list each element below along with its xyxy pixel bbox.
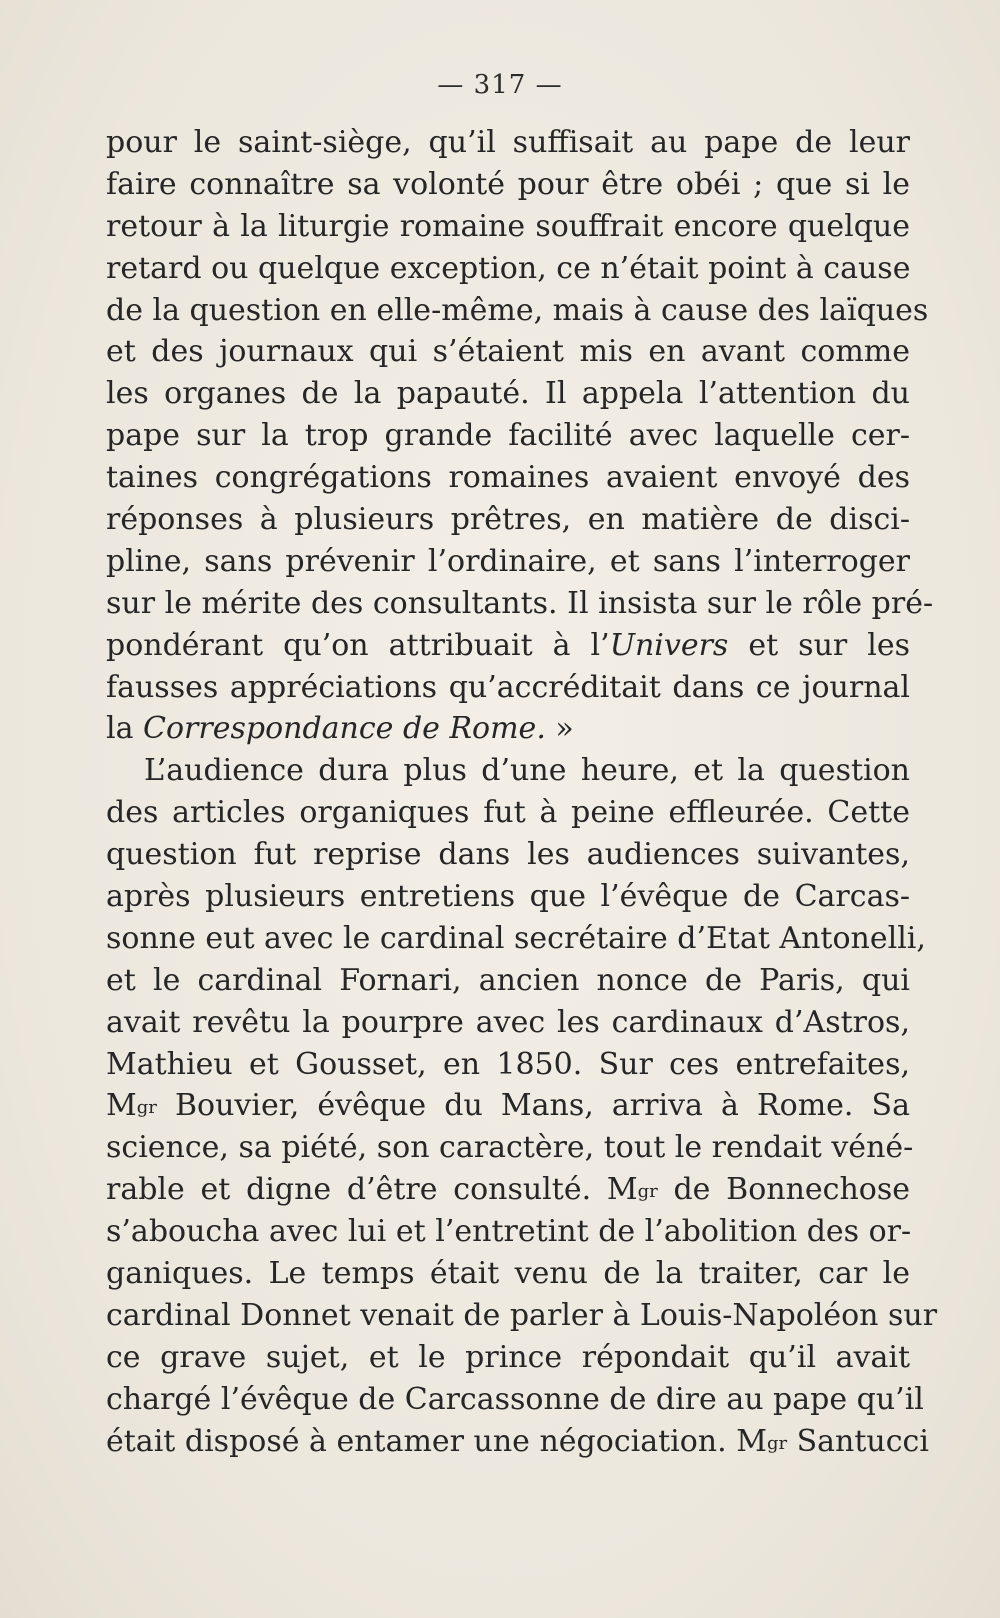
text-line: pline, sans prévenir l’ordinaire, et sans l’interroger: [106, 543, 910, 579]
text-line: des articles organiques fut à peine effleurée. Cette: [106, 795, 910, 831]
text-segment: Santucci: [787, 1423, 929, 1459]
text-segment: de Bonnechose: [657, 1172, 910, 1208]
text-segment: M: [106, 1088, 137, 1124]
text-line: sonne eut avec le cardinal secrétaire d’Etat Antonelli,: [106, 920, 926, 956]
text-line: ganiques. Le temps était venu de la traiter, car le: [106, 1256, 910, 1292]
text-line: [106, 1421, 929, 1463]
text-line: réponses à plusieurs prêtres, en matière de disci-: [106, 502, 910, 538]
text-line: et le cardinal Fornari, ancien nonce de Paris, qui: [106, 962, 910, 998]
text-line: faire connaître sa volonté pour être obéi ; que si le: [106, 166, 910, 202]
text-line: [106, 1085, 910, 1127]
text-line: pour le saint-siège, qu’il suffisait au pape de leur: [106, 125, 910, 160]
text-line: taines congrégations romaines avaient envoyé des: [106, 460, 910, 496]
text-line: et des journaux qui s’étaient mis en avant comme: [106, 334, 910, 370]
text-line: fausses appréciations qu’accréditait dans ce journal: [106, 669, 910, 705]
superscript-abbrev: gr: [637, 1181, 658, 1203]
page-number: — 317 —: [437, 70, 563, 100]
text-segment: et sur les: [728, 627, 910, 663]
text-line: après plusieurs entretiens que l’évêque de Carcas-: [106, 879, 910, 915]
text-line: chargé l’évêque de Carcassonne de dire au pape qu’il: [106, 1381, 924, 1417]
italic-title-univers: Univers: [609, 627, 729, 663]
text-line: retard ou quelque exception, ce n’était point à cause: [106, 250, 911, 286]
text-line: L’audience dura plus d’une heure, et la question: [144, 753, 910, 789]
text-line: s’aboucha avec lui et l’entretint de l’abolition des or-: [106, 1214, 912, 1250]
text-line: avait revêtu la pourpre avec les cardinaux d’Astros,: [106, 1004, 910, 1040]
body-text: [106, 122, 938, 1463]
text-line: les organes de la papauté. Il appela l’attention du: [106, 376, 910, 412]
text-line: [106, 708, 910, 750]
text-line: retour à la liturgie romaine souffrait encore quelque: [106, 208, 910, 244]
text-line: sur le mérite des consultants. Il insista sur le rôle pré-: [106, 585, 934, 621]
superscript-abbrev: gr: [136, 1097, 157, 1119]
text-segment: »: [545, 711, 574, 747]
text-line: cardinal Donnet venait de parler à Louis-Napoléon sur: [106, 1297, 938, 1333]
text-line: science, sa piété, son caractère, tout le rendait véné-: [106, 1130, 914, 1166]
text-line: Mathieu et Gousset, en 1850. Sur ces entrefaites,: [106, 1046, 910, 1082]
text-line: [106, 625, 910, 667]
superscript-abbrev: gr: [766, 1432, 788, 1454]
text-line: de la question en elle-même, mais à cause des laïques: [106, 292, 929, 328]
text-segment: pondérant qu’on attribuait à l’: [106, 627, 610, 663]
text-line: pape sur la trop grande facilité avec laquelle cer-: [106, 418, 910, 454]
italic-title-correspondance: Correspondance de Rome.: [143, 711, 546, 747]
text-line: question fut reprise dans les audiences suivantes,: [106, 837, 910, 873]
text-segment: était disposé à entamer une négociation. M: [106, 1423, 767, 1459]
text-segment: rable et digne d’être consulté. M: [106, 1172, 638, 1208]
text-segment: Bouvier, évêque du Mans, arriva à Rome. Sa: [156, 1088, 910, 1124]
text-line: [106, 1169, 910, 1211]
text-segment: la: [106, 711, 144, 747]
text-line: ce grave sujet, et le prince répondait qu’il avait: [106, 1339, 910, 1375]
